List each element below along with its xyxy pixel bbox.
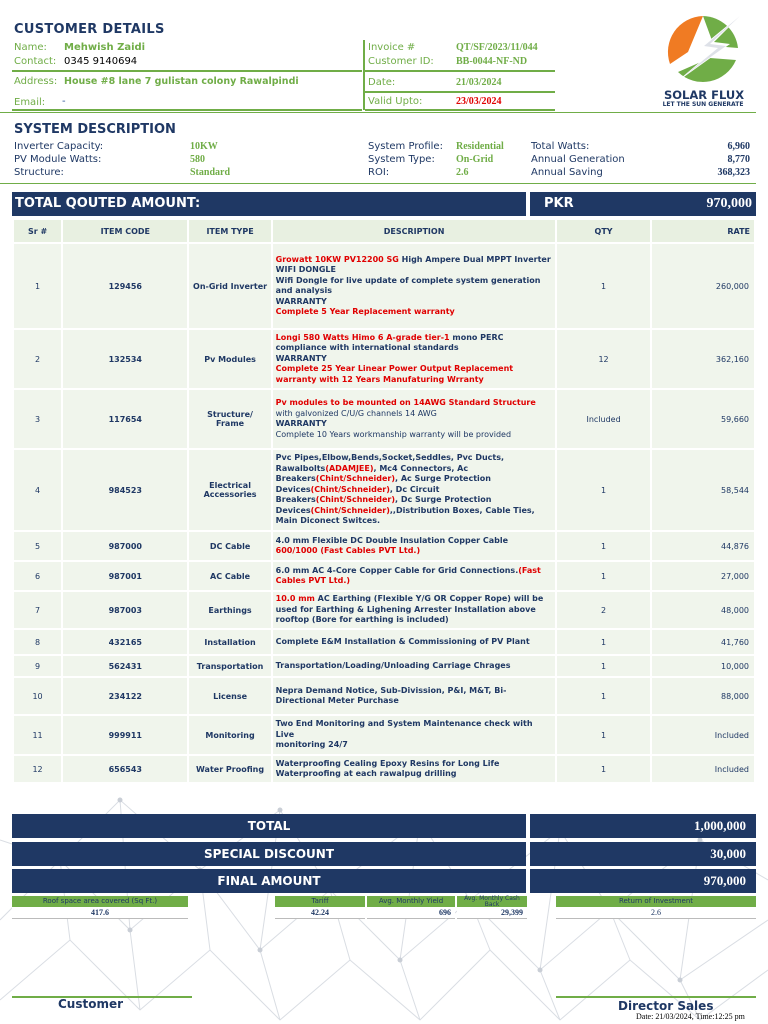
description-line bbox=[276, 769, 553, 780]
quoted-amount-box bbox=[530, 192, 756, 216]
item-code-cell: 234122 bbox=[63, 678, 187, 714]
item-rate-cell: Included bbox=[652, 756, 754, 782]
item-description-cell bbox=[273, 592, 556, 628]
header-item-type: ITEM TYPE bbox=[189, 220, 270, 242]
table-row bbox=[14, 656, 754, 676]
item-description-cell bbox=[273, 630, 556, 654]
name-label: Name: bbox=[14, 42, 47, 53]
item-code-cell: 984523 bbox=[63, 450, 187, 530]
description-segment: Wifi Dongle for live update of complete system generation and analysis bbox=[275, 275, 541, 295]
description-line bbox=[276, 759, 553, 770]
item-type-cell: Water Proofing bbox=[189, 756, 270, 782]
annual-saving: 368,323 bbox=[717, 167, 750, 178]
header-qty: QTY bbox=[557, 220, 649, 242]
description-segment: Longi 580 Watts Himo 6 A-grade tier-1 bbox=[275, 332, 453, 342]
item-type-cell: DC Cable bbox=[189, 532, 270, 560]
quoted-amount: 970,000 bbox=[706, 196, 752, 211]
roi-kpi bbox=[556, 896, 756, 919]
description-segment: , Dc Circuit Breakers bbox=[275, 484, 440, 505]
item-sr-cell: 3 bbox=[14, 390, 61, 448]
invoice-number: QT/SF/2023/11/044 bbox=[456, 42, 538, 53]
description-line bbox=[276, 265, 553, 276]
valid-label: Valid Upto: bbox=[368, 96, 423, 107]
contact-label: Contact: bbox=[14, 56, 57, 67]
discount-amount-box bbox=[530, 842, 756, 866]
system-description-title: SYSTEM DESCRIPTION bbox=[14, 122, 176, 137]
system-type: On-Grid bbox=[456, 154, 494, 165]
item-qty-cell: 1 bbox=[557, 756, 649, 782]
description-segment: (Fast Cables PVT Ltd.) bbox=[275, 565, 541, 585]
item-type-cell: On-Grid Inverter bbox=[189, 244, 270, 328]
description-line bbox=[276, 719, 553, 740]
item-type-cell: Structure/ Frame bbox=[189, 390, 270, 448]
monthly-yield-value: 696 bbox=[367, 907, 455, 919]
description-segment: 6.0 mm AC 4-Core Copper Cable for Grid Connections. bbox=[275, 565, 519, 575]
currency-label: PKR bbox=[544, 196, 574, 211]
description-line bbox=[276, 419, 553, 430]
sun-bolt-icon bbox=[648, 8, 758, 90]
item-sr-cell: 4 bbox=[14, 450, 61, 530]
email-label: Email: bbox=[14, 97, 46, 108]
description-segment: (Chint/Schneider) bbox=[315, 495, 396, 505]
customer-details-title: CUSTOMER DETAILS bbox=[14, 22, 165, 37]
description-segment: Growatt 10KW PV12200 SG bbox=[275, 254, 402, 264]
inverter-capacity-label: Inverter Capacity: bbox=[14, 141, 104, 152]
structure-label: Structure: bbox=[14, 167, 64, 178]
item-code-cell: 132534 bbox=[63, 330, 187, 388]
description-segment: 10.0 mm bbox=[275, 594, 318, 604]
annual-generation-label: Annual Generation bbox=[531, 154, 625, 165]
description-line bbox=[276, 354, 553, 365]
total-watts-label: Total Watts: bbox=[531, 141, 590, 152]
tariff-value: 42.24 bbox=[275, 907, 365, 919]
description-segment: (Chint/Schneider) bbox=[315, 474, 396, 484]
header-item-code: ITEM CODE bbox=[63, 220, 187, 242]
logo-tagline: LET THE SUN GENERATE bbox=[662, 101, 744, 108]
item-qty-cell: 1 bbox=[557, 630, 649, 654]
item-type-cell: Installation bbox=[189, 630, 270, 654]
item-sr-cell: 6 bbox=[14, 562, 61, 590]
description-line bbox=[276, 364, 553, 385]
director-signature-label: Director Sales bbox=[618, 999, 714, 1013]
item-description-cell bbox=[273, 390, 556, 448]
email-link[interactable]: - bbox=[62, 96, 66, 107]
item-qty-cell: 1 bbox=[557, 678, 649, 714]
description-segment: (Chint/Schneider) bbox=[310, 484, 390, 494]
annual-generation: 8,770 bbox=[727, 154, 750, 165]
description-segment: Waterproofing Cealing Epoxy Resins for Long Life bbox=[275, 758, 500, 768]
solar-flux-logo bbox=[648, 8, 758, 108]
item-rate-cell: 48,000 bbox=[652, 592, 754, 628]
cash-back-label: Avg. Monthly Cash Back bbox=[457, 896, 527, 907]
table-row bbox=[14, 450, 754, 530]
item-code-cell: 987003 bbox=[63, 592, 187, 628]
system-profile: Residential bbox=[456, 141, 504, 152]
monthly-yield-kpi bbox=[367, 896, 455, 919]
description-line bbox=[276, 276, 553, 297]
item-qty-cell: 2 bbox=[557, 592, 649, 628]
print-timestamp: Date: 21/03/2024, Time:12:25 pm bbox=[636, 1012, 745, 1021]
item-description-cell bbox=[273, 450, 556, 530]
annual-saving-label: Annual Saving bbox=[531, 167, 603, 178]
description-line bbox=[276, 409, 553, 420]
valid-date: 23/03/2024 bbox=[456, 96, 502, 107]
item-sr-cell: 10 bbox=[14, 678, 61, 714]
item-sr-cell: 1 bbox=[14, 244, 61, 328]
table-row bbox=[14, 390, 754, 448]
description-segment: WIFI DONGLE bbox=[275, 265, 336, 274]
roi-kpi-label: Return of Investment bbox=[556, 896, 756, 907]
roi-value: 2.6 bbox=[456, 167, 469, 178]
table-row bbox=[14, 330, 754, 388]
item-description-cell bbox=[273, 562, 556, 590]
item-rate-cell: 44,876 bbox=[652, 532, 754, 560]
table-row bbox=[14, 756, 754, 782]
items-table bbox=[12, 218, 756, 784]
description-segment: (Chint/Schneider) bbox=[310, 505, 390, 515]
item-sr-cell: 2 bbox=[14, 330, 61, 388]
item-sr-cell: 7 bbox=[14, 592, 61, 628]
item-qty-cell: 1 bbox=[557, 656, 649, 676]
description-segment: mono PERC compliance with international standards bbox=[275, 332, 504, 353]
customer-id-label: Customer ID: bbox=[368, 56, 434, 67]
description-segment: Two End Monitoring and System Maintenance check with Live bbox=[275, 719, 533, 739]
item-description-cell bbox=[273, 532, 556, 560]
cash-back-value: 29,399 bbox=[457, 907, 527, 919]
description-line bbox=[276, 594, 553, 626]
description-line bbox=[276, 255, 553, 266]
item-type-cell: Pv Modules bbox=[189, 330, 270, 388]
item-type-cell: Electrical Accessories bbox=[189, 450, 270, 530]
final-amount: 970,000 bbox=[703, 873, 746, 888]
customer-signature-label: Customer bbox=[58, 997, 124, 1011]
quoted-amount-label: TOTAL QOUTED AMOUNT: bbox=[12, 192, 526, 216]
item-type-cell: Transportation bbox=[189, 656, 270, 676]
customer-id: BB-0044-NF-ND bbox=[456, 56, 528, 67]
description-segment: WARRANTY bbox=[275, 296, 327, 306]
description-line bbox=[276, 430, 553, 441]
special-discount-label: SPECIAL DISCOUNT bbox=[12, 842, 526, 866]
description-segment: Complete 10 Years workmanship warranty will be provided bbox=[275, 429, 512, 439]
cash-back-kpi bbox=[457, 896, 527, 919]
item-code-cell: 432165 bbox=[63, 630, 187, 654]
description-line bbox=[276, 398, 553, 409]
description-segment: , Mc4 Connectors, Ac Breakers bbox=[275, 463, 469, 484]
description-line bbox=[276, 536, 553, 547]
structure-value: Standard bbox=[190, 167, 231, 178]
item-code-cell: 129456 bbox=[63, 244, 187, 328]
monthly-yield-label: Avg. Monthly Yield bbox=[367, 896, 455, 907]
description-segment: WARRANTY bbox=[275, 353, 327, 363]
items-body bbox=[14, 244, 754, 782]
inverter-capacity: 10KW bbox=[190, 141, 218, 152]
item-qty-cell: 12 bbox=[557, 330, 649, 388]
description-line bbox=[276, 297, 553, 308]
description-line bbox=[276, 453, 553, 527]
description-segment: Complete 5 Year Replacement warranty bbox=[275, 307, 455, 316]
roof-space-kpi bbox=[12, 896, 188, 919]
item-code-cell: 117654 bbox=[63, 390, 187, 448]
description-segment: , Dc Surge Protection Devices bbox=[275, 495, 492, 515]
table-row bbox=[14, 630, 754, 654]
total-amount: 1,000,000 bbox=[694, 818, 746, 833]
table-row bbox=[14, 716, 754, 754]
item-rate-cell: 27,000 bbox=[652, 562, 754, 590]
description-line bbox=[276, 546, 553, 557]
item-qty-cell: 1 bbox=[557, 532, 649, 560]
tariff-kpi bbox=[275, 896, 365, 919]
total-watts: 6,960 bbox=[727, 141, 750, 152]
description-segment: with galvonized C/U/G channels 14 AWG bbox=[275, 408, 437, 418]
item-type-cell: Earthings bbox=[189, 592, 270, 628]
item-type-cell: License bbox=[189, 678, 270, 714]
total-label: TOTAL bbox=[12, 814, 526, 838]
description-segment: 4.0 mm Flexible DC Double Insulation Copper Cable bbox=[275, 535, 509, 545]
description-line bbox=[276, 661, 553, 672]
address-value: House #8 lane 7 gulistan colony Rawalpindi bbox=[64, 76, 299, 87]
roi-label: ROI: bbox=[368, 167, 390, 178]
customer-name: Mehwish Zaidi bbox=[64, 42, 146, 53]
table-row bbox=[14, 592, 754, 628]
item-sr-cell: 12 bbox=[14, 756, 61, 782]
date-value: 21/03/2024 bbox=[456, 77, 502, 88]
description-line bbox=[276, 566, 553, 587]
description-line bbox=[276, 740, 553, 751]
item-qty-cell: Included bbox=[557, 390, 649, 448]
roi-kpi-value: 2.6 bbox=[556, 907, 756, 919]
description-segment: Nepra Demand Notice, Sub-Divission, P&I, M&T, Bi-Directional Meter Purchase bbox=[275, 685, 507, 705]
description-line bbox=[276, 307, 553, 318]
date-label: Date: bbox=[368, 77, 396, 88]
item-qty-cell: 1 bbox=[557, 244, 649, 328]
description-segment: High Ampere Dual MPPT Inverter bbox=[401, 254, 551, 264]
description-segment: Pv modules to be mounted on 14AWG Standard Structure bbox=[275, 398, 536, 407]
item-code-cell: 987000 bbox=[63, 532, 187, 560]
description-segment: WARRANTY bbox=[275, 419, 327, 428]
header-rate: RATE bbox=[652, 220, 754, 242]
item-sr-cell: 5 bbox=[14, 532, 61, 560]
item-type-cell: Monitoring bbox=[189, 716, 270, 754]
invoice-label: Invoice # bbox=[368, 42, 416, 53]
description-segment: Transportation/Loading/Unloading Carriage Chrages bbox=[275, 660, 511, 670]
table-row bbox=[14, 562, 754, 590]
header-sr: Sr # bbox=[14, 220, 61, 242]
item-qty-cell: 1 bbox=[557, 716, 649, 754]
item-rate-cell: 88,000 bbox=[652, 678, 754, 714]
table-row bbox=[14, 678, 754, 714]
description-segment: Complete E&M Installation & Commissioning of PV Plant bbox=[275, 636, 530, 646]
item-rate-cell: 260,000 bbox=[652, 244, 754, 328]
item-qty-cell: 1 bbox=[557, 450, 649, 530]
tariff-label: Tariff bbox=[275, 896, 365, 907]
table-header-row bbox=[14, 220, 754, 242]
description-segment: monitoring 24/7 bbox=[275, 740, 348, 750]
item-code-cell: 987001 bbox=[63, 562, 187, 590]
item-description-cell bbox=[273, 656, 556, 676]
item-rate-cell: 41,760 bbox=[652, 630, 754, 654]
roof-space-label: Roof space area covered (Sq Ft.) bbox=[12, 896, 188, 907]
final-amount-box bbox=[530, 869, 756, 893]
item-qty-cell: 1 bbox=[557, 562, 649, 590]
description-segment: Waterproofing at each rawalpug drilling bbox=[275, 769, 457, 778]
item-code-cell: 562431 bbox=[63, 656, 187, 676]
item-description-cell bbox=[273, 330, 556, 388]
discount-amount: 30,000 bbox=[710, 846, 746, 861]
item-description-cell bbox=[273, 678, 556, 714]
item-sr-cell: 11 bbox=[14, 716, 61, 754]
contact-value: 0345 9140694 bbox=[64, 56, 138, 67]
description-line bbox=[276, 686, 553, 707]
item-rate-cell: Included bbox=[652, 716, 754, 754]
roof-space-value: 417.6 bbox=[12, 907, 188, 919]
item-description-cell bbox=[273, 716, 556, 754]
pv-module-watts: 580 bbox=[190, 154, 205, 165]
logo-name: SOLAR FLUX bbox=[663, 88, 745, 102]
item-rate-cell: 362,160 bbox=[652, 330, 754, 388]
final-amount-label: FINAL AMOUNT bbox=[12, 869, 526, 893]
table-row bbox=[14, 532, 754, 560]
item-rate-cell: 10,000 bbox=[652, 656, 754, 676]
description-line bbox=[276, 333, 553, 354]
description-segment: Complete 25 Year Linear Power Output Replacement warranty with 12 Years Manufaturing Wrranty bbox=[275, 364, 514, 384]
description-segment: ,,Distribution Boxes, Cable Ties, Main Diconect Switces. bbox=[275, 505, 535, 526]
table-row bbox=[14, 244, 754, 328]
system-type-label: System Type: bbox=[368, 154, 435, 165]
description-segment: , Ac Surge Protection Devices bbox=[275, 474, 491, 494]
description-segment: AC Earthing (Flexible Y/G OR Copper Rope) will be used for Earthing & Lighening Arrester Installation above rooftop (Bore for earthing is included) bbox=[275, 594, 544, 625]
item-code-cell: 999911 bbox=[63, 716, 187, 754]
item-code-cell: 656543 bbox=[63, 756, 187, 782]
item-description-cell bbox=[273, 244, 556, 328]
header-description: DESCRIPTION bbox=[273, 220, 556, 242]
description-segment: (ADAMJEE) bbox=[325, 463, 374, 473]
description-segment: Pvc Pipes,Elbow,Bends,Socket,Seddles, Pvc Ducts, Rawalbolts bbox=[275, 453, 505, 473]
description-line bbox=[276, 637, 553, 648]
item-sr-cell: 9 bbox=[14, 656, 61, 676]
item-rate-cell: 59,660 bbox=[652, 390, 754, 448]
total-amount-box bbox=[530, 814, 756, 838]
item-type-cell: AC Cable bbox=[189, 562, 270, 590]
item-description-cell bbox=[273, 756, 556, 782]
description-segment: 600/1000 (Fast Cables PVT Ltd.) bbox=[275, 546, 421, 555]
system-profile-label: System Profile: bbox=[368, 141, 443, 152]
item-sr-cell: 8 bbox=[14, 630, 61, 654]
pv-module-label: PV Module Watts: bbox=[14, 154, 102, 165]
item-rate-cell: 58,544 bbox=[652, 450, 754, 530]
address-label: Address: bbox=[14, 76, 58, 87]
